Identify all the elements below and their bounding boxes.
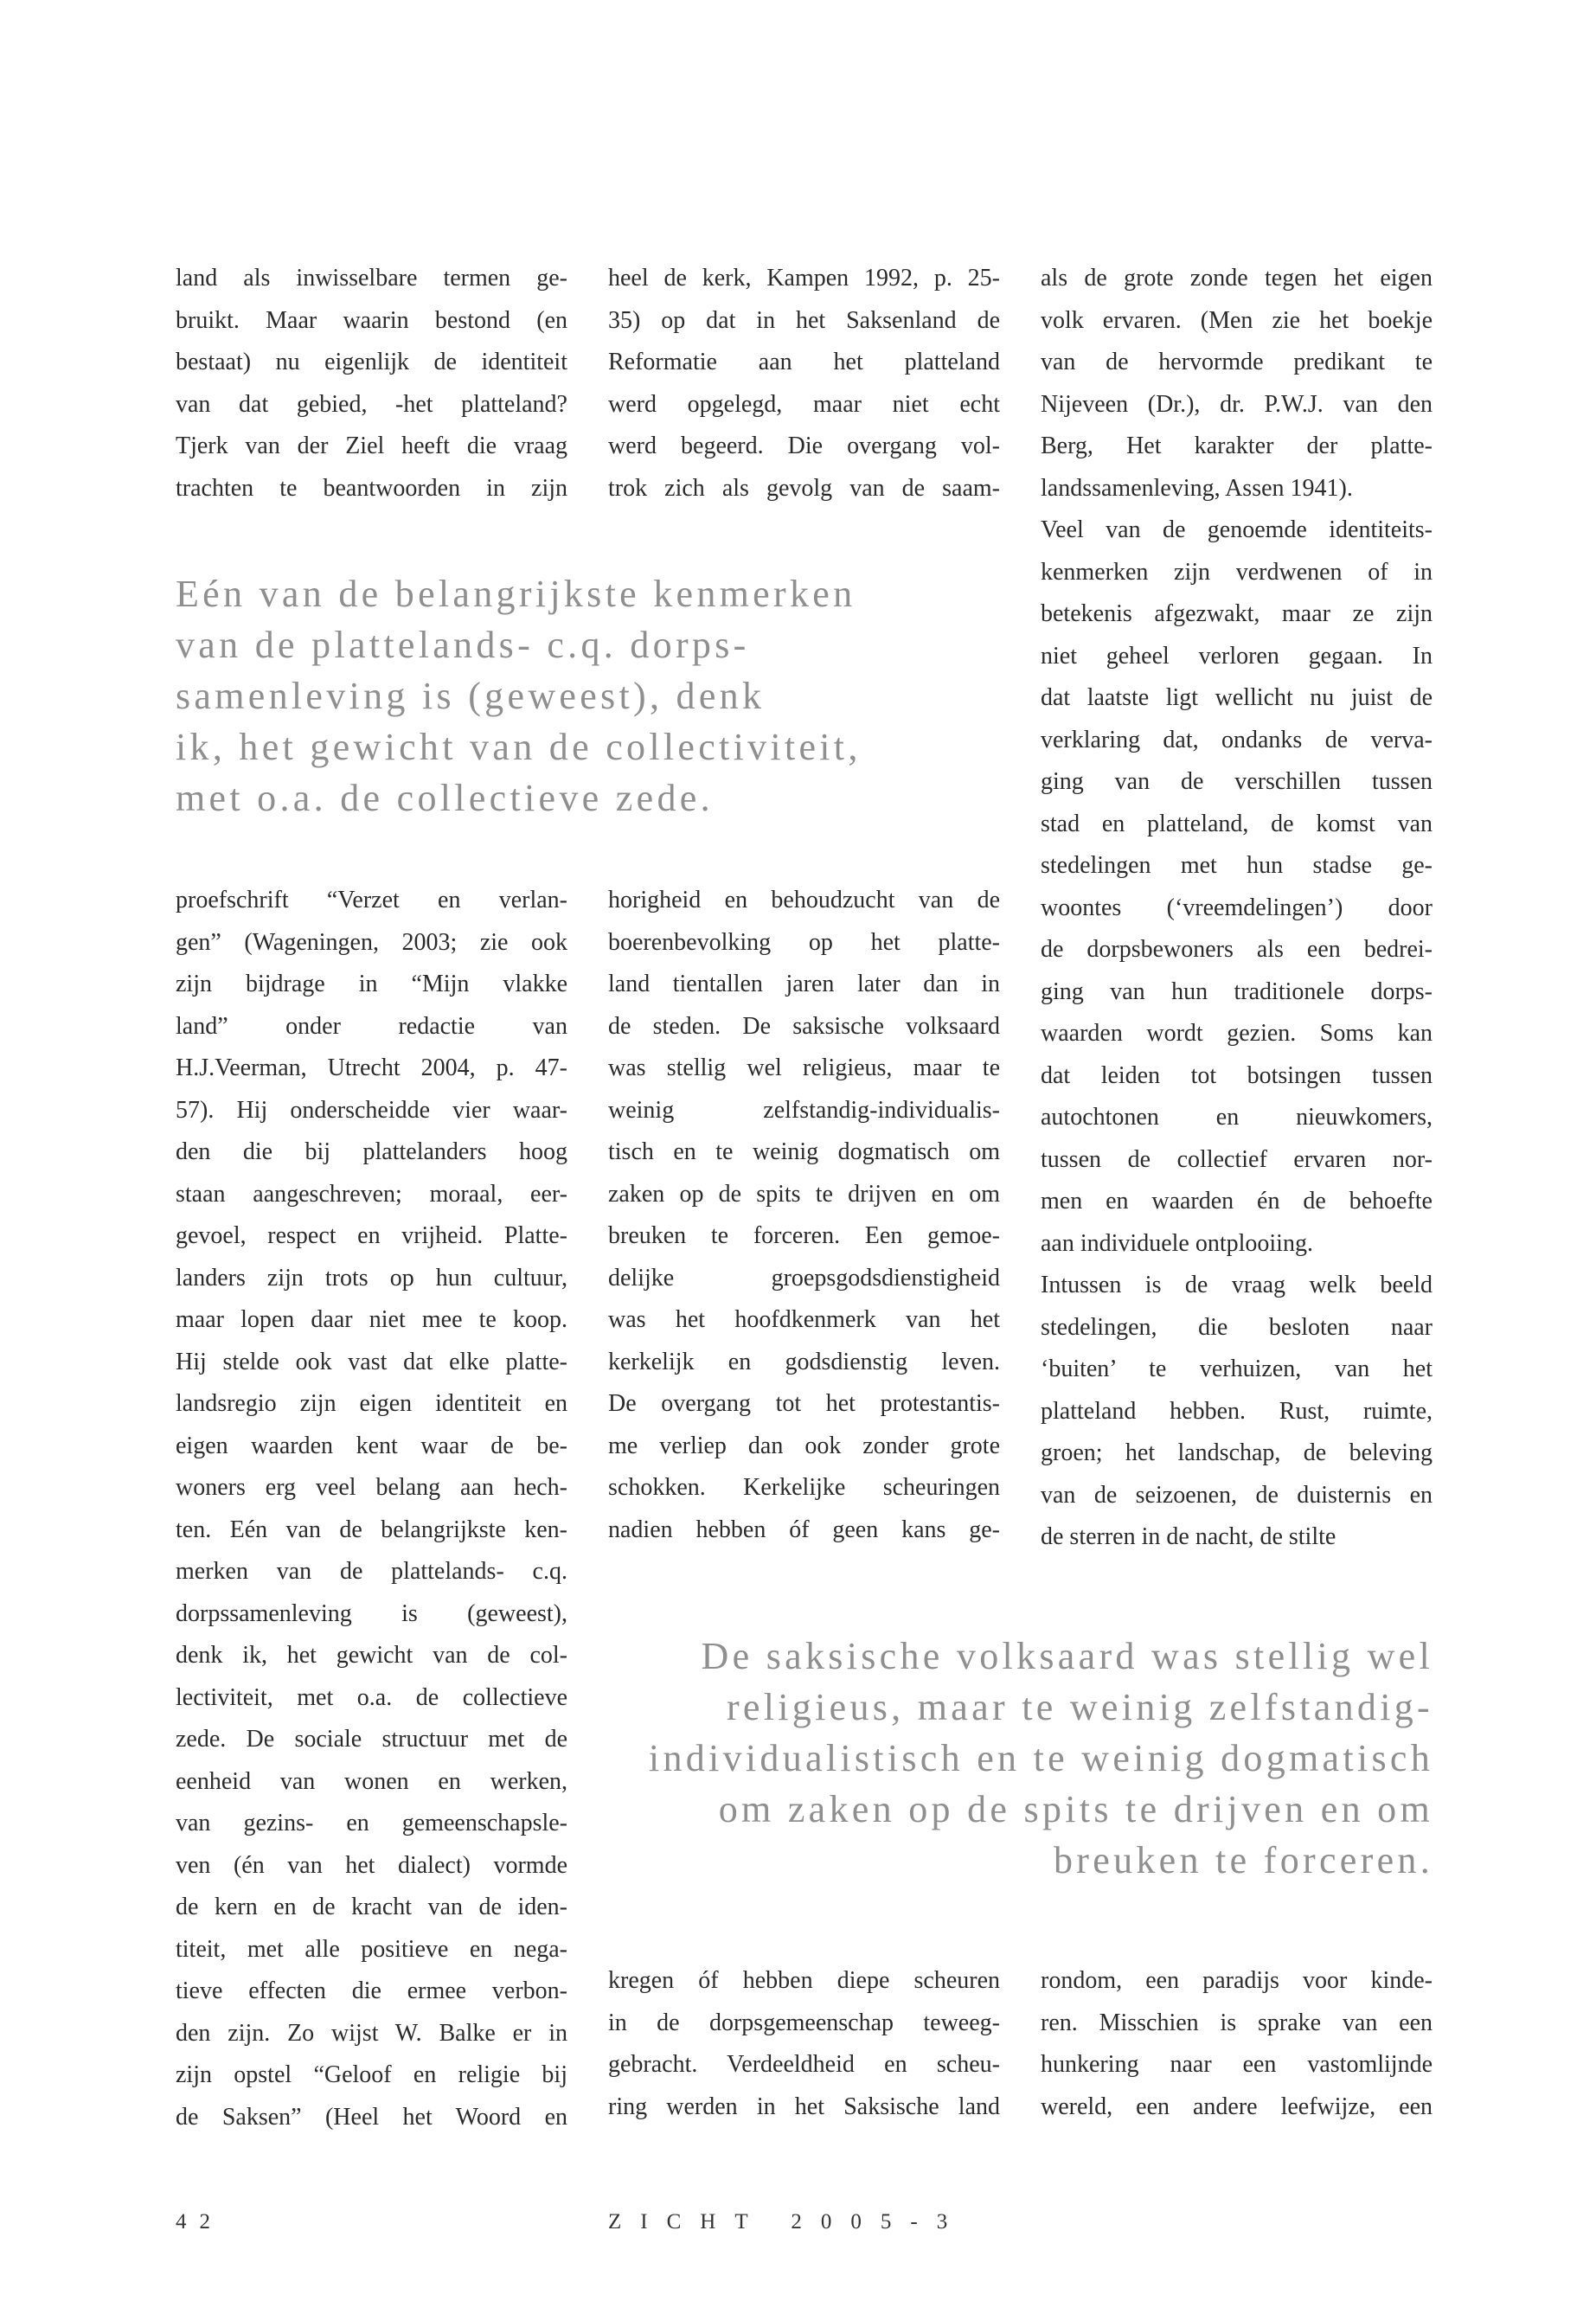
pull-quote-line: samenleving is (geweest), denk (176, 675, 766, 717)
text-line: boerenbevolking op het platte- (608, 928, 1000, 956)
text-line: landers zijn trots op hun cultuur, (176, 1264, 567, 1292)
text-line: bruikt. Maar waarin bestond (en (176, 306, 567, 334)
pull-quote-line: met o.a. de collectieve zede. (176, 777, 714, 819)
text-line: lectiviteit, met o.a. de collectieve (176, 1683, 567, 1711)
text-line: zijn opstel “Geloof en religie bij (176, 2061, 567, 2088)
text-line: eenheid van wonen en werken, (176, 1767, 567, 1795)
text-line: waarden wordt gezien. Soms kan (1041, 1020, 1433, 1047)
publication-title: ZICHT 2005-3 (608, 2210, 967, 2234)
column-1-top (176, 258, 567, 510)
text-line: van de seizoenen, de duisternis en (1041, 1481, 1433, 1509)
text-line: de sterren in de nacht, de stilte (1041, 1523, 1336, 1550)
text-line: stedelingen met hun stadse ge- (1041, 852, 1433, 879)
text-line: wereld, een andere leefwijze, een (1041, 2093, 1433, 2120)
text-line: rondom, een paradijs voor kinde- (1041, 1967, 1433, 1994)
text-line: werd opgelegd, maar niet echt (608, 390, 1000, 418)
text-line: kerkelijk en godsdienstig leven. (608, 1348, 1000, 1375)
text-line: horigheid en behoudzucht van de (608, 887, 1000, 913)
text-line: van dat gebied, -het platteland? (176, 390, 567, 418)
text-line: tisch en te weinig dogmatisch om (608, 1138, 1000, 1165)
text-line: hunkering naar een vastomlijnde (1041, 2051, 1433, 2078)
pull-quote-line: individualistisch en te weinig dogmatisch (648, 1737, 1433, 1779)
text-line: De overgang tot het protestantis- (608, 1390, 1000, 1417)
text-line: niet geheel verloren gegaan. In (1041, 642, 1433, 670)
text-line: zede. De sociale structuur met de (176, 1726, 567, 1753)
text-line: proefschrift “Verzet en verlan- (176, 887, 567, 913)
text-line: ren. Misschien is sprake van een (1041, 2009, 1433, 2036)
text-line: weinig zelfstandig-individualis- (608, 1096, 1000, 1124)
text-line: de dorpsbewoners als een bedrei- (1041, 936, 1433, 963)
text-line: eigen waarden kent waar de be- (176, 1432, 567, 1459)
column-1-bottom (176, 880, 567, 2138)
pull-quote-saksische-volksaard (571, 1631, 1433, 1886)
text-line: de steden. De saksische volksaard (608, 1012, 1000, 1040)
column-2-top (608, 258, 1000, 510)
pull-quote-line: om zaken op de spits te drijven en om (718, 1788, 1433, 1830)
text-line: land tientallen jaren later dan in (608, 971, 1000, 997)
pull-quote-line: Eén van de belangrijkste kenmerken (176, 573, 856, 615)
text-line: me verliep dan ook zonder grote (608, 1432, 1000, 1459)
text-line: aan individuele ontplooiing. (1041, 1229, 1313, 1257)
text-line: van gezins- en gemeenschapsle- (176, 1810, 567, 1836)
text-line: de Saksen” (Heel het Woord en (176, 2103, 567, 2131)
text-line: kenmerken zijn verdwenen of in (1041, 558, 1433, 586)
text-line: bestaat) nu eigenlijk de identiteit (176, 349, 567, 375)
text-line: platteland hebben. Rust, ruimte, (1041, 1397, 1433, 1425)
text-line: denk ik, het gewicht van de col- (176, 1642, 567, 1669)
text-line: dat leiden tot botsingen tussen (1041, 1061, 1433, 1089)
text-line: land” onder redactie van (176, 1012, 567, 1040)
text-line: landssamenleving, Assen 1941). (1041, 474, 1353, 502)
text-line: woners erg veel belang aan hech- (176, 1474, 567, 1501)
text-line: verklaring dat, ondanks de verva- (1041, 726, 1433, 753)
text-line: gebracht. Verdeeldheid en scheu- (608, 2051, 1000, 2078)
text-line: Berg, Het karakter der platte- (1041, 433, 1433, 459)
text-line: dat laatste ligt wellicht nu juist de (1041, 684, 1433, 711)
text-line: als de grote zonde tegen het eigen (1041, 265, 1433, 292)
text-line: werd begeerd. Die overgang vol- (608, 433, 1000, 459)
text-line: ging van hun traditionele dorps- (1041, 977, 1433, 1005)
text-line: ging van de verschillen tussen (1041, 768, 1433, 795)
text-line: staan aangeschreven; moraal, eer- (176, 1180, 567, 1208)
text-line: land als inwisselbare termen ge- (176, 265, 567, 292)
text-line: nadien hebben óf geen kans ge- (608, 1516, 1000, 1543)
text-line: schokken. Kerkelijke scheuringen (608, 1474, 1000, 1501)
text-line: titeit, met alle positieve en nega- (176, 1935, 567, 1963)
text-line: Intussen is de vraag welk beeld (1041, 1272, 1433, 1298)
text-line: H.J.Veerman, Utrecht 2004, p. 47- (176, 1054, 567, 1081)
pull-quote-collectiviteit (176, 568, 954, 824)
pull-quote-line: van de plattelands- c.q. dorps- (176, 624, 750, 666)
text-line: ven (én van het dialect) vormde (176, 1851, 567, 1879)
text-line: Nijeveen (Dr.), dr. P.W.J. van den (1041, 390, 1433, 418)
text-line: Veel van de genoemde identiteits- (1041, 516, 1433, 543)
text-line: den die bij plattelanders hoog (176, 1138, 567, 1165)
text-line: zaken op de spits te drijven en om (608, 1180, 1000, 1208)
text-line: trok zich als gevolg van de saam- (608, 474, 1000, 502)
text-line: volk ervaren. (Men zie het boekje (1041, 306, 1433, 334)
text-line: was stellig wel religieus, maar te (608, 1054, 1000, 1081)
text-line: merken van de plattelands- c.q. (176, 1558, 567, 1585)
text-line: kregen óf hebben diepe scheuren (608, 1967, 1000, 1994)
text-line: betekenis afgezwakt, maar ze zijn (1041, 600, 1433, 627)
page-number: 42 (176, 2210, 223, 2234)
text-line: gen” (Wageningen, 2003; zie ook (176, 928, 567, 956)
text-line: stad en platteland, de komst van (1041, 810, 1433, 837)
text-line: woontes (‘vreemdelingen’) door (1041, 894, 1433, 921)
pull-quote-line: ik, het gewicht van de collectiviteit, (176, 726, 862, 768)
pull-quote-line: breuken te forceren. (1053, 1839, 1433, 1881)
pull-quote-line: De saksische volksaard was stellig wel (701, 1635, 1433, 1677)
text-line: ring werden in het Saksische land (608, 2093, 1000, 2120)
text-line: tussen de collectief ervaren nor- (1041, 1145, 1433, 1173)
column-3-bottom (1041, 1960, 1433, 2128)
text-line: tieve effecten die ermee verbon- (176, 1977, 567, 2004)
text-line: was het hoofdkenmerk van het (608, 1306, 1000, 1333)
text-line: maar lopen daar niet mee te koop. (176, 1306, 567, 1333)
text-line: landsregio zijn eigen identiteit en (176, 1390, 567, 1417)
text-line: stedelingen, die besloten naar (1041, 1313, 1433, 1341)
text-line: Hij stelde ook vast dat elke platte- (176, 1348, 567, 1375)
text-line: Tjerk van der Ziel heeft die vraag (176, 433, 567, 459)
text-line: de kern en de kracht van de iden- (176, 1894, 567, 1920)
text-line: Reformatie aan het platteland (608, 349, 1000, 375)
column-3-main (1041, 258, 1433, 1559)
text-line: heel de kerk, Kampen 1992, p. 25- (608, 265, 1000, 292)
text-line: den zijn. Zo wijst W. Balke er in (176, 2019, 567, 2047)
text-line: in de dorpsgemeenschap teweeg- (608, 2009, 1000, 2036)
text-line: autochtonen en nieuwkomers, (1041, 1104, 1433, 1131)
text-line: men en waarden én de behoefte (1041, 1188, 1433, 1215)
text-line: van de hervormde predikant te (1041, 349, 1433, 375)
text-line: trachten te beantwoorden in zijn (176, 474, 567, 502)
text-line: 57). Hij onderscheidde vier waar- (176, 1096, 567, 1124)
text-line: ‘buiten’ te verhuizen, van het (1041, 1356, 1433, 1382)
text-line: dorpssamenleving is (geweest), (176, 1599, 567, 1627)
text-line: 35) op dat in het Saksenland de (608, 306, 1000, 334)
column-2-middle (608, 880, 1000, 1551)
column-2-bottom (608, 1960, 1000, 2128)
text-line: gevoel, respect en vrijheid. Platte- (176, 1222, 567, 1249)
text-line: breuken te forceren. Een gemoe- (608, 1222, 1000, 1249)
text-line: groen; het landschap, de beleving (1041, 1439, 1433, 1466)
text-line: delijke groepsgodsdienstigheid (608, 1264, 1000, 1292)
text-line: zijn bijdrage in “Mijn vlakke (176, 971, 567, 997)
text-line: ten. Eén van de belangrijkste ken- (176, 1516, 567, 1543)
pull-quote-line: religieus, maar te weinig zelfstandig- (726, 1686, 1433, 1728)
